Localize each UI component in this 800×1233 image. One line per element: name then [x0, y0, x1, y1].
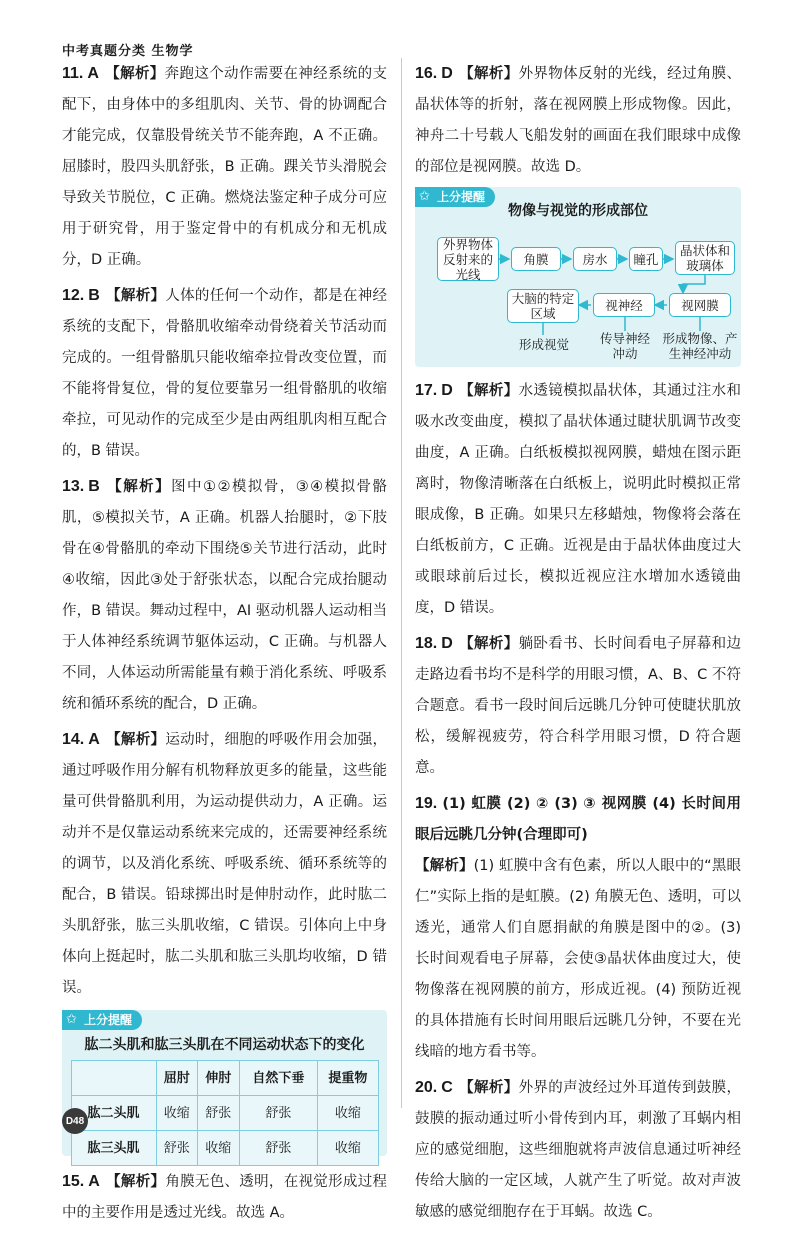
node-pupil: 瞳孔 — [629, 247, 663, 271]
analysis-text: (1) 虹膜中含有色素，所以人眼中的“黑眼仁”实际上指的是虹膜。(2) 角膜无色、透明，可以透光，通常人们自愿捐献的角膜是图中的②。(3) 长时间观看电子屏幕，会使③晶状体曲度过大，使物像落在视网膜的前方，形成近视。(4) 预防近视的具体措施有长时间用眼后远眺几分钟，不要在光线暗的地方看书等。 — [415, 858, 741, 1060]
analysis-tag: 【解析】 — [105, 1174, 166, 1190]
right-column — [415, 58, 741, 1232]
table-row-header: 肱三头肌 — [71, 1131, 156, 1166]
analysis-tag: 【解析】 — [415, 858, 474, 874]
column-divider — [401, 58, 402, 1108]
table-row-header: 肱二头肌 — [71, 1096, 156, 1131]
question-20 — [415, 1072, 741, 1228]
node-optic-nerve: 视神经 — [593, 293, 655, 317]
question-14 — [62, 724, 387, 1004]
question-number: 18. — [415, 635, 438, 652]
answer-letter: A — [88, 731, 100, 748]
hint-box-muscles — [62, 1010, 387, 1156]
node-external-light: 外界物体反射来的光线 — [437, 237, 499, 281]
analysis-text: 水透镜模拟晶状体，其通过注水和吸水改变曲度，模拟了晶状体通过睫状肌调节改变曲度，A 正确。白纸板模拟视网膜，蜡烛在图示距离时，物像清晰落在白纸板上，说明此时模拟正常眼成像，B 正确。如果只左移蜡烛，物像将会落在白纸板前方，C 正确。近视是由于晶状体曲度过大或眼球前后过长，模拟近视应注水增加水透镜曲度，D 错误。 — [415, 383, 742, 616]
hint-title: 物像与视觉的形成部位 — [508, 203, 648, 219]
question-number: 12. — [62, 287, 85, 304]
label-form-image: 形成物像、产生神经冲动 — [662, 331, 738, 361]
table-header-cell: 屈肘 — [156, 1061, 198, 1096]
analysis-text: 图中①②模拟骨，③④模拟骨骼肌，⑤模拟关节，A 正确。机器人抬腿时，②下肢骨在④骨骼肌的牵动下围绕⑤关节进行活动，此时④收缩，因此③处于舒张状态，以配合完成抬腿动作，B 错误。舞动过程中，AI 驱动机器人运动相当于人体神经系统调节躯体运动，C 正确。与机器人不同，人体运动所需能量有赖于消化系统、呼吸系统和循环系统的配合，D 正确。 — [62, 479, 388, 712]
table-cell: 收缩 — [318, 1096, 378, 1131]
question-15 — [62, 1166, 387, 1229]
answer-letter: D — [441, 635, 453, 652]
node-lens-vitreous: 晶状体和玻璃体 — [675, 241, 735, 275]
answer-letter: D — [441, 65, 453, 82]
analysis-tag: 【解析】 — [105, 288, 166, 304]
analysis-text: 躺卧看书、长时间看电子屏幕和边走路边看书均不是科学的用眼习惯，A、B、C 不符合题意。看书一段时间后远眺几分钟可使睫状肌放松，缓解视疲劳，符合科学用眼习惯，D 符合题意。 — [415, 636, 742, 776]
analysis-text: 外界的声波经过外耳道传到鼓膜，鼓膜的振动通过听小骨传到内耳，刺激了耳蜗内相应的感觉细胞，这些细胞就将声波信息通过听神经传给大脑的一定区域，人就产生了听觉。故对声波敏感的感觉细胞存在于耳蜗。故选 C。 — [415, 1080, 742, 1220]
table-header-cell — [71, 1061, 156, 1096]
label-form-vision: 形成视觉 — [518, 337, 569, 352]
question-12 — [62, 280, 387, 467]
star-icon: ✩ — [419, 189, 430, 204]
analysis-tag: 【解析】 — [458, 383, 519, 399]
table-cell: 舒张 — [239, 1131, 318, 1166]
analysis-tag: 【解析】 — [105, 479, 172, 495]
question-number: 16. — [415, 65, 438, 82]
analysis-tag: 【解析】 — [104, 66, 165, 82]
answer-letter: B — [88, 287, 100, 304]
node-retina: 视网膜 — [669, 293, 731, 317]
muscle-table — [71, 1060, 379, 1166]
analysis-text: 人体的任何一个动作，都是在神经系统的支配下，骨骼肌收缩牵动骨绕着关节活动而完成的。一组骨骼肌只能收缩牵拉骨改变位置，而不能将骨复位，骨的复位要靠另一组骨骼肌的收缩牵拉，可见动作的完成至少是由两组肌肉相互配合的，B 错误。 — [62, 288, 388, 459]
question-number: 15. — [62, 1173, 85, 1190]
running-header: 中考真题分类 生物学 — [62, 44, 194, 59]
node-cornea: 角膜 — [511, 247, 561, 271]
table-cell: 收缩 — [156, 1096, 198, 1131]
question-13 — [62, 471, 387, 720]
analysis-text: 运动时，细胞的呼吸作用会加强，通过呼吸作用分解有机物释放更多的能量，这些能量可供骨骼肌利用，为运动提供动力，A 正确。运动并不是仅靠运动系统来完成的，还需要神经系统的调节，以及消化系统、呼吸系统、循环系统等的配合，B 错误。铅球掷出时是伸肘动作，此时肱二头肌舒张，肱三头肌收缩，C 错误。引体向上中身体向上挺起时，肱二头肌和肱三头肌均收缩，D 错误。 — [62, 732, 388, 996]
table-header-row — [71, 1061, 378, 1096]
question-number: 20. — [415, 1079, 438, 1096]
question-16 — [415, 58, 741, 183]
question-19 — [415, 788, 741, 1068]
table-row — [71, 1096, 378, 1131]
table-cell: 收缩 — [318, 1131, 378, 1166]
question-number: 13. — [62, 478, 85, 495]
left-column — [62, 58, 387, 1233]
hint-badge: ✩ 上分提醒 — [415, 187, 495, 207]
analysis-text: 外界物体反射的光线，经过角膜、晶状体等的折射，落在视网膜上形成物像。因此，神舟二十号载人飞船发射的画面在我们眼球中成像的部位是视网膜。故选 D。 — [415, 66, 742, 175]
table-header-cell: 自然下垂 — [239, 1061, 318, 1096]
question-number: 11. — [62, 65, 84, 82]
analysis-tag: 【解析】 — [458, 66, 519, 82]
answer-letter: D — [441, 382, 453, 399]
table-row — [71, 1131, 378, 1166]
answer-letter: A — [88, 1173, 100, 1190]
analysis-tag: 【解析】 — [105, 732, 166, 748]
question-number: 17. — [415, 382, 438, 399]
table-cell: 舒张 — [198, 1096, 240, 1131]
star-icon: ✩ — [66, 1012, 77, 1027]
page-number-badge: D48 — [62, 1108, 88, 1134]
hint-box-vision — [415, 187, 741, 367]
table-cell: 舒张 — [239, 1096, 318, 1131]
question-18 — [415, 628, 741, 784]
table-cell: 舒张 — [156, 1131, 198, 1166]
answer-letter: B — [88, 478, 100, 495]
question-number: 14. — [62, 731, 85, 748]
answer-letter: C — [441, 1079, 453, 1096]
analysis-text: 奔跑这个动作需要在神经系统的支配下，由身体中的多组肌肉、关节、骨的协调配合才能完成，仅靠股骨统关节不能奔跑，A 不正确。屈膝时，股四头肌舒张，B 正确。踝关节头滑脱会导致关节脱位，C 正确。燃烧法鉴定种子成分可应用于研究骨，用于鉴定骨中的有机成分和无机成分，D 正确。 — [62, 66, 388, 268]
question-number: 19. — [415, 795, 438, 812]
table-header-cell: 提重物 — [318, 1061, 378, 1096]
hint-badge: ✩ 上分提醒 — [62, 1010, 142, 1030]
analysis-tag: 【解析】 — [458, 1080, 519, 1096]
node-brain-area: 大脑的特定区域 — [507, 289, 579, 323]
question-11 — [62, 58, 387, 276]
answer-letter: A — [87, 65, 99, 82]
analysis-text: 角膜无色、透明，在视觉形成过程中的主要作用是透过光线。故选 A。 — [62, 1174, 388, 1221]
analysis-tag: 【解析】 — [458, 636, 519, 652]
node-aqueous-humor: 房水 — [573, 247, 617, 271]
hint-title: 肱二头肌和肱三头肌在不同运动状态下的变化 — [84, 1037, 365, 1053]
table-cell: 收缩 — [198, 1131, 240, 1166]
question-17 — [415, 375, 741, 624]
table-header-cell: 伸肘 — [198, 1061, 240, 1096]
label-transmit-impulse: 传导神经冲动 — [599, 331, 650, 361]
answer-line: (1) 虹膜 (2) ② (3) ③ 视网膜 (4) 长时间用眼后远眺几分钟(合理即可) — [415, 796, 742, 843]
